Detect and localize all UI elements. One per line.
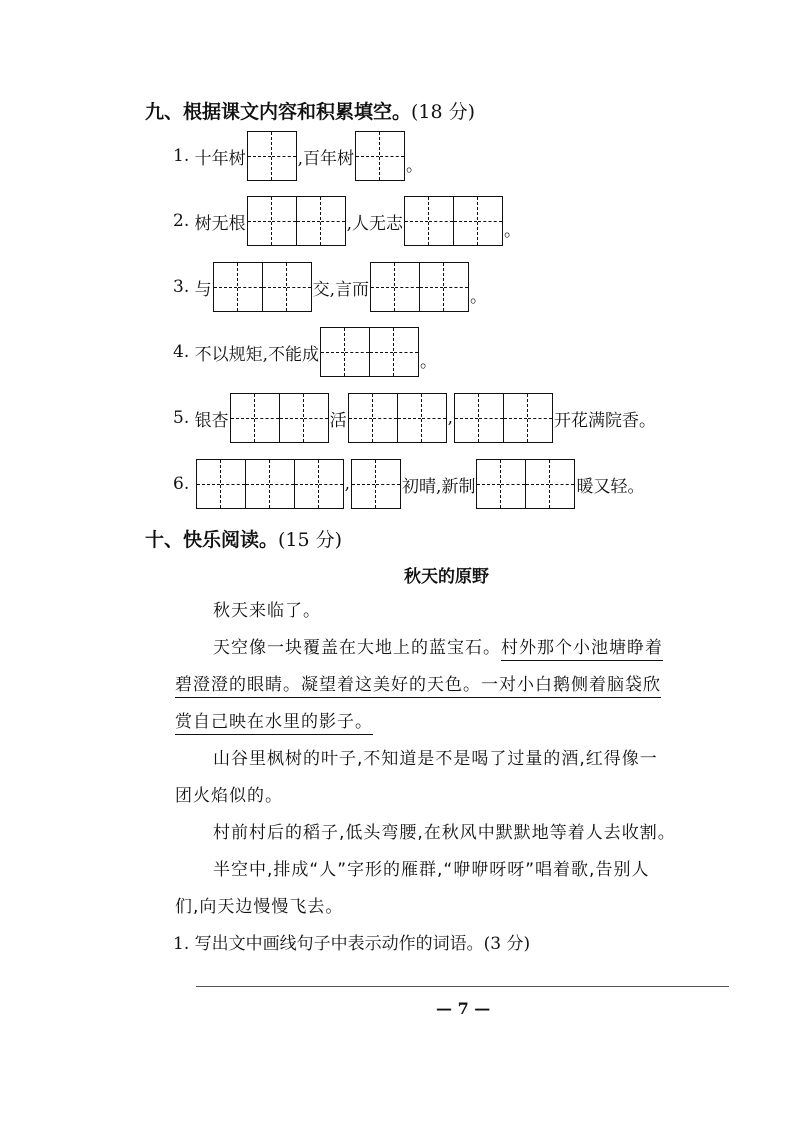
item-text: 。 xyxy=(420,351,438,372)
points: (15 分) xyxy=(278,529,343,551)
item-text: 与 xyxy=(194,279,212,300)
fill-item-2 xyxy=(173,196,521,246)
item-text: 暖又轻。 xyxy=(576,476,645,497)
article-title: 秋天的原野 xyxy=(404,567,489,587)
section-10-heading xyxy=(145,525,342,552)
question-1: 1. 写出文中画线句子中表示动作的词语。(3 分) xyxy=(173,934,531,954)
underlined-sentence: 碧澄澄的眼睛。凝望着这美好的天色。一对小白鹅侧着脑袋欣 xyxy=(175,675,661,698)
item-text: ,人无志 xyxy=(346,213,404,234)
item-text: , xyxy=(447,408,454,428)
paragraph-2-line-2 xyxy=(175,670,661,695)
item-text: 。 xyxy=(406,155,424,176)
item-text: 初晴,新制 xyxy=(402,476,476,497)
item-number: 2. xyxy=(173,211,190,231)
item-text: 交,言而 xyxy=(312,279,370,300)
section-9-heading xyxy=(145,97,475,124)
paragraph-5-line-1: 半空中,排成“人”字形的雁群,“咿咿呀呀”唱着歌,告别人 xyxy=(213,860,650,880)
text: 天空像一块覆盖在大地上的蓝宝石。 xyxy=(213,638,501,658)
item-text: 十年树 xyxy=(194,148,246,169)
fill-item-5 xyxy=(173,393,656,443)
item-number: 1. xyxy=(173,146,190,166)
paragraph-5-line-2: 们,向天边慢慢飞去。 xyxy=(175,897,344,917)
item-text: ,百年树 xyxy=(297,148,355,169)
item-text: 银杏 xyxy=(194,410,229,431)
answer-box-5b[interactable] xyxy=(348,393,447,443)
item-text: , xyxy=(344,474,351,494)
item-text: 。 xyxy=(470,286,488,307)
answer-box-1a[interactable] xyxy=(247,131,297,181)
item-text: 活 xyxy=(329,410,347,431)
item-text: 树无根 xyxy=(194,213,246,234)
paragraph-2-line-3 xyxy=(175,707,373,732)
item-number: 4. xyxy=(173,342,190,362)
item-text: 开花满院香。 xyxy=(554,410,657,431)
fill-item-1 xyxy=(173,131,423,181)
answer-box-5c[interactable] xyxy=(454,393,553,443)
paragraph-1: 秋天来临了。 xyxy=(213,601,321,621)
answer-box-2b[interactable] xyxy=(404,196,503,246)
paragraph-2-line-1 xyxy=(213,633,663,658)
points: (18 分) xyxy=(411,101,476,123)
item-text: 不以规矩,不能成 xyxy=(194,344,320,365)
paragraph-3-line-2: 团火焰似的。 xyxy=(175,786,283,806)
heading-text: 十、快乐阅读。 xyxy=(145,529,279,551)
paragraph-4: 村前村后的稻子,低头弯腰,在秋风中默默地等着人去收割。 xyxy=(213,823,676,843)
answer-box-3b[interactable] xyxy=(370,262,469,312)
fill-item-4 xyxy=(173,327,437,377)
answer-box-2a[interactable] xyxy=(247,196,346,246)
item-number: 5. xyxy=(173,408,190,428)
footer-rule xyxy=(196,986,729,987)
item-text: 。 xyxy=(504,220,522,241)
heading-text: 九、根据课文内容和积累填空。 xyxy=(145,101,412,123)
page-number: — 7 — xyxy=(436,999,491,1018)
answer-box-4[interactable] xyxy=(320,327,419,377)
answer-box-3a[interactable] xyxy=(213,262,312,312)
underlined-sentence: 赏自己映在水里的影子。 xyxy=(175,712,373,735)
answer-box-6a[interactable] xyxy=(196,459,344,509)
paragraph-3-line-1: 山谷里枫树的叶子,不知道是不是喝了过量的酒,红得像一 xyxy=(213,749,658,769)
answer-box-6b[interactable] xyxy=(351,459,401,509)
underlined-sentence: 村外那个小池塘睁着 xyxy=(501,638,663,661)
item-number: 3. xyxy=(173,277,190,297)
item-number: 6. xyxy=(173,474,190,494)
answer-box-5a[interactable] xyxy=(230,393,329,443)
answer-box-6c[interactable] xyxy=(476,459,575,509)
fill-item-3 xyxy=(173,262,487,312)
answer-box-1b[interactable] xyxy=(355,131,405,181)
fill-item-6 xyxy=(173,459,644,509)
